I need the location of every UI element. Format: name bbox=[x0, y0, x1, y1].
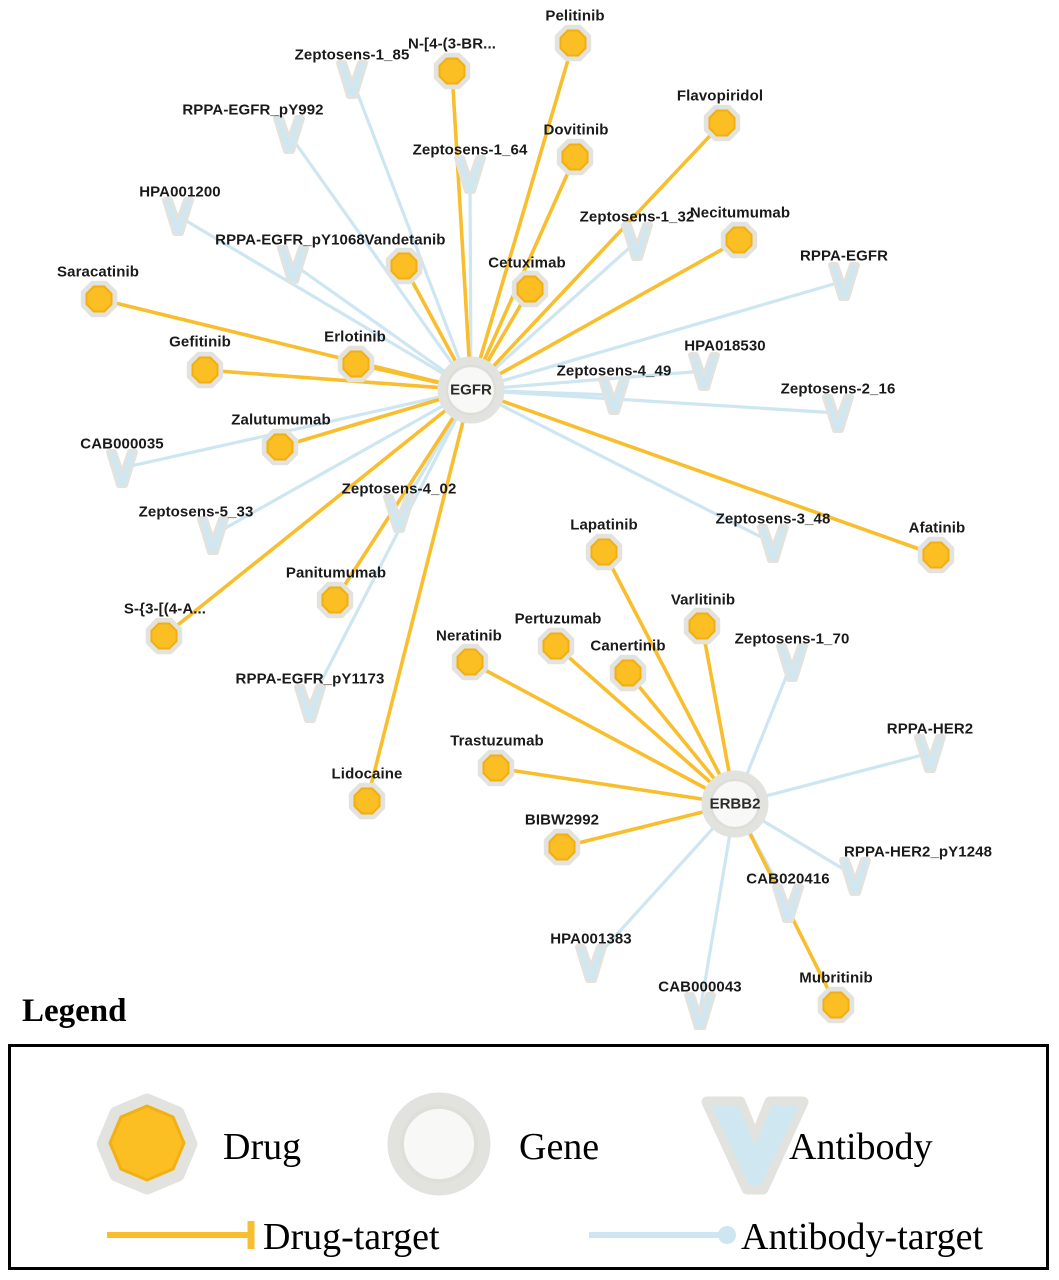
antibody-label: Zeptosens-1_64 bbox=[412, 141, 528, 159]
drug-label: BIBW2992 bbox=[524, 811, 600, 829]
antibody-node[interactable] bbox=[601, 379, 627, 412]
antibody-label: HPA001200 bbox=[139, 183, 221, 201]
antibody-label: RPPA-EGFR_pY1173 bbox=[235, 670, 385, 688]
drug-node[interactable] bbox=[559, 141, 590, 172]
antibody-label: RPPA-EGFR_pY1068 bbox=[215, 231, 365, 249]
antibody-node[interactable] bbox=[760, 527, 786, 560]
drug-node[interactable] bbox=[588, 536, 619, 567]
antibody-label: HPA018530 bbox=[684, 337, 766, 355]
drug-label: Gefitinib bbox=[169, 333, 231, 351]
drug-node[interactable] bbox=[189, 354, 220, 385]
legend-drug-target-edge bbox=[107, 1221, 251, 1249]
antibody-label: Zeptosens-2_16 bbox=[780, 380, 896, 398]
drug-node[interactable] bbox=[920, 539, 951, 570]
drug-label: S-{3-[(4-A... bbox=[123, 600, 207, 618]
drug-node[interactable] bbox=[557, 27, 588, 58]
drug-label: Vandetanib bbox=[364, 231, 446, 249]
drug-node[interactable] bbox=[820, 989, 851, 1020]
antibody-label: RPPA-HER2 bbox=[886, 720, 974, 738]
drug-label: Panitumumab bbox=[285, 564, 387, 582]
antibody-node[interactable] bbox=[691, 355, 717, 388]
legend-title: Legend bbox=[22, 993, 127, 1029]
antibody-node[interactable] bbox=[578, 947, 604, 980]
drug-node[interactable] bbox=[723, 224, 754, 255]
antibody-label: HPA001383 bbox=[550, 930, 632, 948]
drug-label: Zalutumumab bbox=[231, 411, 331, 429]
legend-antibody-target-edge bbox=[589, 1226, 736, 1244]
antibody-label: CAB020416 bbox=[746, 870, 830, 888]
drug-label: Pertuzumab bbox=[514, 610, 602, 628]
antibody-node[interactable] bbox=[831, 265, 857, 298]
drug-node[interactable] bbox=[388, 250, 419, 281]
antibody-label: Zeptosens-4_02 bbox=[341, 480, 457, 498]
antibody-node[interactable] bbox=[165, 200, 191, 233]
antibody-node[interactable] bbox=[917, 737, 943, 770]
drug-label: N-[4-(3-BR... bbox=[408, 35, 496, 53]
drug-label: Trastuzumab bbox=[450, 732, 544, 750]
drug-node[interactable] bbox=[540, 630, 571, 661]
drug-node[interactable] bbox=[480, 752, 511, 783]
antibody-node[interactable] bbox=[825, 397, 851, 430]
legend-label-antibody-target: Antibody-target bbox=[741, 1216, 984, 1258]
antibody-label: Zeptosens-5_33 bbox=[138, 503, 254, 521]
legend-box bbox=[8, 1044, 1049, 1270]
drug-label: Cetuximab bbox=[488, 254, 566, 272]
drug-node[interactable] bbox=[612, 657, 643, 688]
antibody-node[interactable] bbox=[280, 248, 306, 281]
antibody-label: Zeptosens-4_49 bbox=[556, 362, 672, 380]
drug-node[interactable] bbox=[686, 610, 717, 641]
antibody-label: RPPA-EGFR_pY992 bbox=[182, 101, 324, 119]
antibody-node[interactable] bbox=[842, 860, 868, 893]
drug-node[interactable] bbox=[454, 646, 485, 677]
drug-node[interactable] bbox=[706, 107, 737, 138]
drug-label: Neratinib bbox=[436, 627, 502, 645]
drug-label: Mubritinib bbox=[799, 969, 873, 987]
antibody-node[interactable] bbox=[687, 995, 713, 1028]
drug-node[interactable] bbox=[319, 584, 350, 615]
legend-label-antibody: Antibody bbox=[789, 1126, 933, 1168]
drug-label: Lidocaine bbox=[331, 765, 403, 783]
drug-node[interactable] bbox=[83, 283, 114, 314]
antibody-node[interactable] bbox=[339, 63, 365, 96]
antibody-node[interactable] bbox=[109, 452, 135, 485]
antibody-label: Zeptosens-1_85 bbox=[294, 46, 410, 64]
antibody-label: RPPA-HER2_pY1248 bbox=[843, 843, 993, 861]
antibody-node[interactable] bbox=[457, 158, 483, 191]
antibody-node[interactable] bbox=[200, 519, 226, 552]
drug-label: Saracatinib bbox=[57, 263, 139, 281]
legend-label-drug-target: Drug-target bbox=[263, 1216, 440, 1258]
drug-label: Pelitinib bbox=[545, 7, 605, 25]
antibody-label: RPPA-EGFR bbox=[799, 247, 889, 265]
drug-node[interactable] bbox=[264, 431, 295, 462]
antibody-node[interactable] bbox=[624, 225, 650, 258]
drug-label: Necitumumab bbox=[689, 204, 791, 222]
antibody-label: CAB000043 bbox=[658, 978, 742, 996]
drug-node[interactable] bbox=[351, 785, 382, 816]
drug-label: Dovitinib bbox=[543, 121, 609, 139]
legend-gene-icon bbox=[394, 1099, 484, 1189]
legend-drug-icon bbox=[103, 1100, 191, 1188]
drug-node[interactable] bbox=[436, 55, 467, 86]
drug-node[interactable] bbox=[546, 831, 577, 862]
antibody-label: Zeptosens-1_70 bbox=[734, 630, 850, 648]
antibody-node[interactable] bbox=[297, 687, 323, 720]
drug-label: Afatinib bbox=[908, 519, 966, 537]
gene-label: ERBB2 bbox=[709, 795, 761, 813]
drug-label: Canertinib bbox=[590, 637, 666, 655]
gene-label: EGFR bbox=[450, 381, 492, 399]
drug-label: Lapatinib bbox=[570, 516, 638, 534]
antibody-label: Zeptosens-3_48 bbox=[715, 510, 831, 528]
antibody-node[interactable] bbox=[775, 887, 801, 920]
drug-label: Flavopiridol bbox=[676, 87, 764, 105]
antibody-node[interactable] bbox=[779, 646, 805, 679]
legend-label-drug: Drug bbox=[223, 1126, 302, 1168]
drug-label: Erlotinib bbox=[324, 328, 386, 346]
drug-node[interactable] bbox=[148, 620, 179, 651]
antibody-label: CAB000035 bbox=[80, 435, 164, 453]
drug-label: Varlitinib bbox=[670, 591, 736, 609]
drug-node[interactable] bbox=[340, 348, 371, 379]
legend-label-gene: Gene bbox=[519, 1126, 600, 1168]
drug-node[interactable] bbox=[514, 273, 545, 304]
antibody-label: Zeptosens-1_32 bbox=[579, 208, 695, 226]
